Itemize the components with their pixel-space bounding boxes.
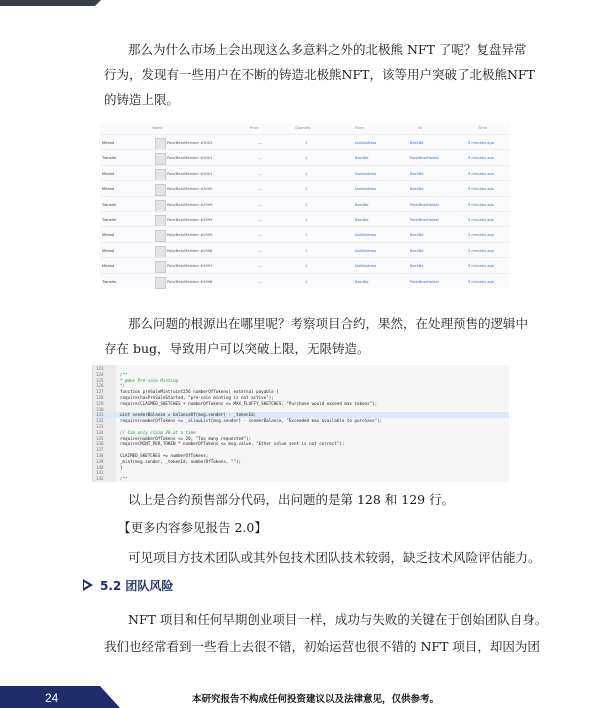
paragraph-2-line: 存在 bug，导致用户可以突破上限，无限铸造。: [104, 341, 370, 356]
header-decoration: [0, 0, 600, 10]
time-cell: 5 minutes ago: [468, 187, 494, 192]
nft-thumbnail: [155, 184, 166, 196]
line-number: 135: [96, 435, 104, 441]
to-cell: 8xe08d: [410, 264, 424, 269]
code-text: uint senderBalance = balanceOf(msg.sender) - _tokenId;: [120, 412, 257, 418]
nft-name: PolarBearMember #2999: [167, 218, 213, 222]
nft-thumbnail: [155, 138, 166, 150]
nft-thumbnail: [155, 153, 166, 165]
code-text: require(MINT_PER_TOKEN * numberOfTokens <= msg.value, "Ether value sent is not correct");: [120, 441, 345, 447]
nft-thumbnail: [155, 246, 166, 258]
line-number: 129: [96, 400, 104, 406]
to-cell: PolarBearHolder: [410, 218, 440, 222]
from-cell: NullAddress: [355, 187, 377, 192]
paragraph-1-line: 的铸造上限。: [104, 92, 180, 107]
header-bar: [0, 0, 95, 6]
event-type: Minted: [102, 141, 115, 145]
line-number: 124: [96, 371, 104, 377]
time-cell: 5 minutes ago: [468, 233, 494, 238]
price-cell: ---: [258, 141, 262, 145]
time-cell: 5 minutes ago: [468, 202, 494, 207]
line-number: 140: [96, 464, 104, 470]
column-header-quantity: Quantity: [295, 126, 311, 130]
line-number: 136: [96, 441, 104, 447]
table-row: [100, 273, 510, 291]
line-number: 123: [96, 366, 104, 371]
code-text: /**: [120, 476, 128, 482]
time-cell: 5 minutes ago: [468, 264, 494, 269]
code-text: require(numberOfTokens <= _allowList[msg.sender] - senderBalance, "Exceeded max available to purchase");: [120, 418, 383, 424]
code-text: require(CLAIMED_SKETCHES + numberOfTokens <= MAX_FLUFFY_SKETCHES, "Purchase would exceed max tokens");: [120, 400, 378, 406]
to-cell: 8xe08d: [410, 171, 424, 176]
line-number: 128: [96, 395, 104, 400]
event-type: Minted: [102, 187, 115, 192]
from-cell: 8xe08d: [355, 156, 369, 161]
line-number: 139: [96, 458, 104, 464]
table-header: [100, 123, 510, 134]
page-footer: [0, 686, 600, 708]
line-number: 137: [96, 447, 104, 453]
event-type: Transfer: [102, 279, 117, 284]
from-cell: NullAddress: [355, 233, 377, 238]
event-type: Minted: [102, 171, 115, 176]
reference-note-text: 【更多内容参见报告 2.0】: [118, 520, 267, 535]
price-cell: ---: [258, 218, 262, 222]
nft-thumbnail: [155, 230, 166, 242]
code-text: require(numberOfTokens <= 20, "Too many requested");: [120, 435, 252, 441]
from-cell: 8xe08d: [355, 279, 369, 284]
line-number: 142: [96, 476, 104, 482]
footer-bar-edge: [100, 686, 120, 708]
code-text: require(hasPreSaleStarted, "pre-sale minting is not active");: [120, 395, 274, 400]
nft-thumbnail: [155, 261, 166, 273]
event-type: Transfer: [102, 156, 117, 161]
to-cell: PolarBearHolder: [410, 202, 440, 207]
nft-thumbnail: [155, 215, 166, 227]
to-cell: PolarBearHolder: [410, 156, 440, 161]
from-cell: NullAddress: [355, 171, 377, 176]
to-cell: 8xe08d: [410, 141, 424, 145]
to-cell: 8xe08d: [410, 187, 424, 192]
time-cell: 5 minutes ago: [468, 171, 494, 176]
paragraph-5-line: NFT 项目和任何早期创业项目一样，成功与失败的关键在于创始团队自身。: [128, 612, 548, 627]
line-number: 125: [96, 377, 104, 383]
line-number: 131: [96, 412, 104, 418]
code-text: _mint(msg.sender, _tokenId, numberOfTokens, "");: [120, 458, 242, 464]
nft-name: PolarBearMember #2998: [167, 248, 213, 253]
price-cell: ---: [258, 233, 262, 238]
time-cell: 5 minutes ago: [468, 156, 494, 161]
code-line: [93, 476, 509, 482]
nft-name: PolarBearMember #2999: [167, 233, 213, 238]
price-cell: ---: [258, 248, 262, 253]
column-header-from: From: [355, 126, 364, 130]
quantity-cell: 1: [305, 171, 308, 176]
time-cell: 5 minutes ago: [468, 141, 494, 145]
code-text: * @dev Pre-sale Minting: [120, 377, 178, 383]
code-text: */: [120, 383, 126, 389]
line-number: 133: [96, 424, 104, 429]
footer-disclaimer: 本研究报告不构成任何投资建议以及法律意见，仅供参考。: [192, 694, 440, 705]
line-number: 132: [96, 418, 104, 424]
contract-code-figure: [92, 365, 509, 482]
code-text: CLAIMED_SKETCHES += numberOfTokens;: [120, 453, 209, 458]
to-cell: PolarBearHolder: [410, 279, 440, 284]
section-heading: 5.2 团队风险: [100, 579, 174, 593]
quantity-cell: 1: [305, 202, 308, 207]
quantity-cell: 1: [305, 187, 308, 192]
quantity-cell: 1: [305, 141, 308, 145]
nft-thumbnail: [155, 277, 166, 289]
line-number: 138: [96, 453, 104, 458]
column-header-to: To: [418, 126, 422, 130]
paragraph-5-line: 我们也经常看到一些看上去很不错，初始运营也很不错的 NFT 项目，却因为团: [104, 639, 540, 654]
quantity-cell: 1: [305, 248, 308, 253]
code-text: function preSaleMint(uint256 numberOfTokens) external payable {: [120, 389, 279, 395]
nft-name: PolarBearMember #3000: [167, 187, 213, 192]
page-number: 24: [45, 691, 59, 705]
line-number: 130: [96, 406, 104, 412]
price-cell: ---: [258, 187, 262, 192]
header-bar-edge: [95, 0, 101, 6]
price-cell: ---: [258, 156, 262, 161]
line-number: 127: [96, 389, 104, 395]
time-cell: 5 minutes ago: [468, 248, 494, 253]
to-cell: 8xe08d: [410, 248, 424, 253]
nft-thumbnail: [155, 200, 166, 212]
nft-name: PolarBearMember #2999: [167, 202, 213, 207]
paragraph-3-text: 以上是合约预售部分代码，出问题的是第 128 和 129 行。: [128, 492, 455, 507]
time-cell: 5 minutes ago: [468, 279, 494, 284]
column-header-time: Time: [478, 126, 487, 130]
event-type: Minted: [102, 233, 115, 238]
price-cell: ---: [258, 171, 262, 176]
price-cell: ---: [258, 202, 262, 207]
paragraph-1-line: 那么为什么市场上会出现这么多意料之外的北极熊 NFT 了呢？复盘异常: [128, 42, 527, 57]
event-type: Transfer: [102, 202, 117, 207]
from-cell: NullAddress: [355, 248, 377, 253]
price-cell: ---: [258, 279, 262, 284]
from-cell: NullAddress: [355, 141, 377, 145]
nft-thumbnail: [155, 169, 166, 181]
line-number: 134: [96, 429, 104, 435]
event-type: Transfer: [102, 218, 117, 222]
line-number: 126: [96, 383, 104, 389]
quantity-cell: 1: [305, 264, 308, 269]
nft-name: PolarBearMember #3001: [167, 171, 213, 176]
quantity-cell: 1: [305, 218, 308, 222]
code-text: }: [120, 464, 123, 470]
section-arrow-icon: [83, 579, 93, 591]
from-cell: 8xe08d: [355, 218, 369, 222]
paragraph-1-line: 行为，发现有一些用户在不断的铸造北极熊NFT，该等用户突破了北极熊NFT: [104, 67, 535, 82]
line-number: 141: [96, 470, 104, 476]
code-text: /**: [120, 371, 128, 377]
nft-name: PolarBearMember #3002: [167, 141, 213, 145]
code-text: // Can only claim 20 at a time: [120, 429, 196, 435]
column-header-name: Name: [152, 126, 163, 130]
nft-name: PolarBearMember #2997: [167, 264, 213, 269]
paragraph-4-text: 可见项目方技术团队或其外包技术团队技术较弱，缺乏技术风险评估能力。: [128, 550, 541, 565]
paragraph-2-line: 那么问题的根源出在哪里呢？考察项目合约，果然，在处理预售的逻辑中: [128, 316, 529, 331]
event-type: Minted: [102, 248, 115, 253]
from-cell: 8xe08d: [355, 202, 369, 207]
price-cell: ---: [258, 264, 262, 269]
nft-activity-table-figure: [100, 123, 510, 288]
event-type: Minted: [102, 264, 115, 269]
time-cell: 5 minutes ago: [468, 218, 494, 222]
column-header-price: Price: [250, 126, 259, 130]
quantity-cell: 1: [305, 233, 308, 238]
nft-name: PolarBearMember #2996: [167, 279, 213, 284]
quantity-cell: 1: [305, 156, 308, 161]
to-cell: 8xe08d: [410, 233, 424, 238]
from-cell: NullAddress: [355, 264, 377, 269]
quantity-cell: 1: [305, 279, 308, 284]
nft-name: PolarBearMember #3001: [167, 156, 213, 161]
